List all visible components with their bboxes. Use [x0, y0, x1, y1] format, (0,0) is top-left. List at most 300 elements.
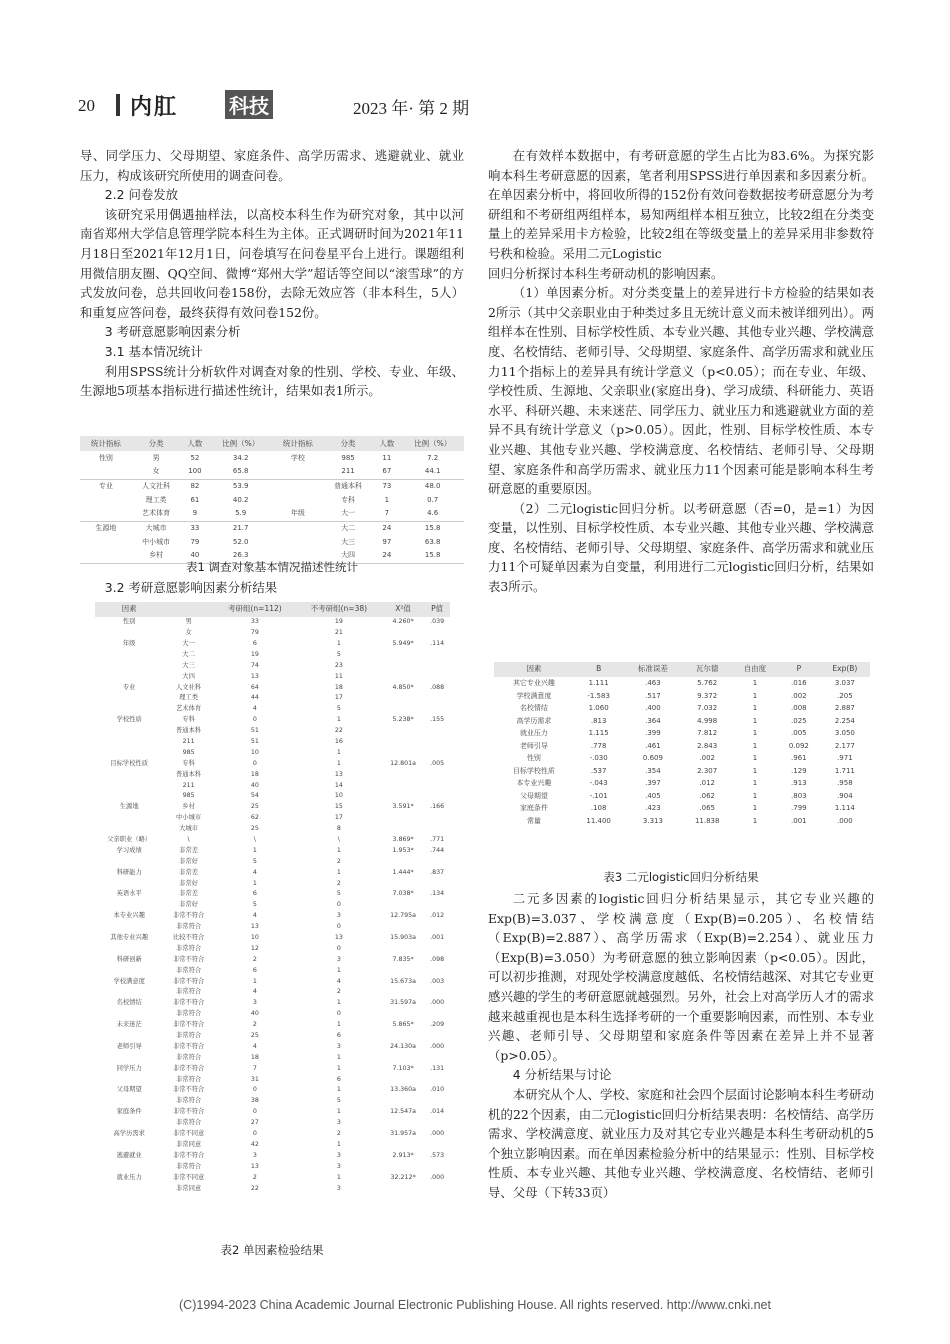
table-cell: 5.762 [697, 679, 718, 687]
table-cell: 非常不符合 [172, 1108, 205, 1116]
table-cell: 大城市 [179, 825, 199, 833]
table-cell: .209 [430, 1021, 445, 1029]
table-cell: 15.673a [390, 977, 417, 985]
table-row [95, 933, 450, 944]
table-row [95, 867, 450, 878]
table-row [95, 759, 450, 770]
table-cell: 74 [250, 661, 259, 669]
table-row [95, 704, 450, 715]
table-cell: 4.6 [427, 509, 439, 518]
table-cell: 非常好 [179, 901, 199, 909]
table-cell: 艺术体育 [175, 705, 202, 713]
table-cell: 2 [336, 988, 341, 996]
table-cell [80, 465, 132, 479]
table-row [80, 479, 464, 493]
table-cell: 1 [336, 1064, 341, 1072]
table-cell: 5 [336, 705, 341, 713]
table-cell: 非常不符合 [172, 1151, 205, 1159]
table-cell: 26.3 [232, 551, 249, 560]
table-row [80, 493, 464, 507]
table-cell [382, 878, 425, 889]
table-cell: 非常不符合 [172, 1064, 205, 1072]
table-cell: 6 [336, 1075, 341, 1083]
table-row [95, 976, 450, 987]
table-cell: .012 [430, 912, 445, 920]
table-cell: .354 [645, 766, 661, 775]
table-cell: .088 [430, 683, 445, 691]
table-cell: 大一 [341, 509, 356, 518]
table-row [95, 1096, 450, 1107]
table-cell: 13 [250, 1162, 259, 1170]
table-cell: 年级 [122, 639, 136, 647]
table-cell [424, 780, 450, 791]
table-cell [424, 1183, 450, 1194]
section-heading: 3 考研意愿影响因素分析 [104, 324, 241, 340]
table-cell: 61 [190, 495, 200, 504]
table-cell: 大四 [341, 551, 356, 560]
copyright-footer: (C)1994-2023 China Academic Journal Electronic Publishing House. All rights reserved. http://www.cnki.net [179, 1298, 771, 1312]
table-cell: 985 [182, 792, 195, 800]
table-cell: 13 [250, 923, 259, 931]
table-cell [382, 737, 425, 748]
table-cell: .014 [430, 1108, 445, 1116]
table3-caption: 表3 二元logistic回归分析结果 [603, 870, 759, 884]
table-cell: 父母期望 [519, 791, 548, 800]
table-row [95, 835, 450, 846]
table-row [95, 857, 450, 868]
table-cell: 31 [250, 1075, 259, 1083]
table-cell [424, 1031, 450, 1042]
table-cell: 名校情结 [519, 704, 548, 712]
table-cell: 51 [250, 737, 259, 745]
table-cell: 生源地 [95, 523, 117, 532]
table-header-cell: 比例（%） [209, 436, 272, 451]
table-cell: .005 [430, 759, 445, 767]
table-cell [382, 1118, 425, 1129]
table-header-cell: 因素 [95, 602, 163, 617]
table-cell: 3.050 [834, 729, 855, 737]
table-cell: 1 [752, 691, 758, 700]
table-cell: 5 [336, 1097, 341, 1105]
table-cell: 0.7 [427, 495, 439, 504]
table-row [95, 1053, 450, 1064]
table-cell: 生源地 [119, 803, 139, 811]
table-cell: 17 [334, 694, 343, 702]
table-cell: 老师引导 [519, 741, 548, 750]
table-cell [272, 535, 324, 549]
table-cell: 0.092 [788, 741, 809, 750]
table-cell: 25 [250, 803, 259, 811]
table-cell: .573 [430, 1151, 445, 1159]
table-cell: 0 [336, 901, 341, 909]
table-cell [272, 479, 324, 493]
table-row [95, 966, 450, 977]
table-cell: 65.8 [232, 467, 249, 476]
table-row [80, 535, 464, 549]
table-cell: 5 [336, 890, 341, 898]
table-row [95, 780, 450, 791]
table-cell: 大二 [341, 523, 356, 532]
table-cell: .166 [430, 803, 445, 811]
table-cell: .016 [791, 679, 807, 687]
table-cell: 非常符合 [175, 923, 202, 931]
table-row [95, 813, 450, 824]
table-cell: 非常符合 [175, 1162, 202, 1170]
table-cell: \ [253, 836, 256, 843]
table-cell [424, 769, 450, 780]
table-cell: 73 [382, 481, 392, 490]
table-cell [95, 661, 163, 672]
table-cell: .000 [430, 1042, 445, 1050]
table-cell: 1 [336, 846, 341, 854]
table-cell: 乡村 [182, 803, 195, 811]
table-cell [382, 824, 425, 835]
table-row [494, 752, 870, 765]
table-cell: 1.115 [588, 729, 609, 737]
table-cell [424, 944, 450, 955]
table-cell: 非常不符合 [172, 1042, 205, 1050]
table-cell [382, 748, 425, 759]
table-row [494, 727, 870, 740]
table-row [95, 661, 450, 672]
table-cell: 4 [336, 977, 341, 985]
table-cell [80, 507, 132, 521]
table-header-cell: Exp(B) [820, 662, 870, 677]
table-row [95, 715, 450, 726]
table-cell [382, 813, 425, 824]
table-cell [95, 1031, 163, 1042]
table-cell: 专科 [182, 759, 195, 767]
table-cell: 1 [336, 966, 341, 974]
table-cell: 1 [336, 1021, 341, 1029]
table-cell: 7.103* [392, 1064, 414, 1072]
table-row [95, 922, 450, 933]
table-cell: 1 [752, 729, 758, 737]
table-cell [382, 791, 425, 802]
section-heading: 4 分析结果与讨论 [512, 1067, 612, 1083]
table-row [95, 987, 450, 998]
table-cell [382, 1053, 425, 1064]
table-cell: 4.850* [392, 683, 414, 691]
table-cell: 31.597a [390, 999, 417, 1007]
table-cell [95, 628, 163, 639]
table-cell: 7.2 [427, 453, 439, 462]
table-cell: 男 [185, 618, 192, 626]
table-cell [424, 704, 450, 715]
table-cell: 中小城市 [175, 814, 202, 822]
table-cell: 非常不符合 [172, 955, 205, 963]
table-cell: 普通本科 [175, 727, 202, 735]
table-cell: 5 [252, 857, 257, 865]
table-cell: 33 [190, 523, 200, 532]
table-cell [424, 748, 450, 759]
table-row [95, 911, 450, 922]
table-cell: .000 [430, 1173, 445, 1181]
table-cell: 7 [384, 509, 390, 518]
journal-logo-part2: 科技 [225, 90, 273, 119]
table-cell: 5.238* [392, 716, 414, 724]
table-cell [95, 966, 163, 977]
table-cell [95, 922, 163, 933]
left-column [80, 146, 464, 401]
table-row [95, 1031, 450, 1042]
table-cell: 4 [252, 912, 257, 920]
table-cell: 高学历需求 [516, 716, 552, 725]
table-row [95, 824, 450, 835]
table-cell [382, 1162, 425, 1173]
table-header-cell: 人数 [372, 436, 401, 451]
table-cell: 1 [752, 791, 758, 800]
table-cell: 44.1 [424, 467, 441, 476]
table-cell [272, 521, 324, 535]
table-cell: 18 [250, 770, 259, 778]
table-cell: 8 [336, 825, 341, 833]
table2-caption: 表2 单因素检验结果 [220, 1243, 324, 1257]
table-cell: 英语水平 [116, 890, 142, 898]
table-cell: 1 [336, 999, 341, 1007]
table-cell [382, 726, 425, 737]
table-cell: 211 [182, 781, 195, 789]
table-cell: 11 [334, 672, 343, 680]
table-cell: 1 [336, 1108, 341, 1116]
table-cell: 1 [752, 804, 758, 812]
table-cell: 艺术体育 [142, 509, 171, 518]
table-cell: 科研能力 [116, 868, 142, 876]
table-cell: .803 [791, 791, 807, 800]
table-cell: 64 [250, 683, 259, 691]
table-cell [382, 1096, 425, 1107]
table-cell: 19 [250, 650, 259, 658]
table-cell [95, 791, 163, 802]
table-cell: 22 [334, 727, 343, 735]
table-cell [424, 1074, 450, 1085]
table-cell: 6 [252, 966, 257, 974]
table-cell: 目标学校性质 [110, 759, 149, 767]
table-row [95, 1151, 450, 1162]
table-cell: 非常不符合 [172, 999, 205, 1007]
table-row [494, 715, 870, 728]
table-cell: 1 [336, 1086, 341, 1094]
table-cell: 4 [252, 988, 257, 996]
table-cell: .000 [430, 1130, 445, 1138]
table-cell [382, 628, 425, 639]
table-cell [95, 857, 163, 868]
table-cell: 6 [252, 639, 257, 647]
table-cell: 非常差 [179, 846, 199, 854]
table-cell [80, 493, 132, 507]
table-row [95, 1162, 450, 1173]
table-cell: 4.260* [392, 618, 414, 626]
table-cell: 年级 [290, 509, 305, 518]
table-cell: 6 [336, 1032, 341, 1040]
table-cell: 性别 [122, 618, 136, 626]
table-cell: 理工类 [145, 495, 167, 504]
table-cell: 0 [252, 716, 257, 724]
table-row [494, 690, 870, 703]
table-cell: 1 [752, 741, 758, 750]
paragraph: 二元多因素的logistic回归分析结果显示，其它专业兴趣的Exp(B)=3.037、学校满意度（Exp(B)=0.205）、名校情结（Exp(B)=2.887）、高学历需求（Exp(B)=2.254）、就业压力（Exp(B)=3.050）为考研意愿的独立影响因素（p<0.05）。因此，可以初步推测，对现处学校满意度越低、名校情结越深、对其它专业更感兴趣的学生的考研意愿就越强烈。另外，社会上对高学历人才的需求越来越重视也是本科生选择考研的一个重要影响因素，而性别、本专业兴趣、老师引导、父母期望和家庭条件等因素在差异上并不显著（p>0.05）。 [488, 891, 874, 1063]
table-cell: 1 [252, 977, 257, 985]
section-heading: 3.2 考研意愿影响因素分析结果 [104, 580, 278, 595]
table-cell: 1.114 [834, 804, 855, 812]
table-cell: 211 [182, 737, 195, 745]
table-cell [272, 465, 324, 479]
table-cell: 专科 [182, 716, 195, 724]
table-cell [424, 1053, 450, 1064]
table-header-cell: 标准误差 [623, 662, 682, 677]
table-cell: 6 [252, 890, 257, 898]
table-cell: 11 [382, 453, 392, 462]
table-cell [424, 1162, 450, 1173]
paragraph: 导、同学压力、父母期望、家庭条件、高学历需求、逃避就业、就业压力，构成该研究所使用的调查问卷。 [80, 148, 464, 183]
table-cell: 12.801a [390, 759, 417, 767]
paragraph: 该研究采用偶遇抽样法，以高校本科生作为研究对象，其中以河南省郑州大学信息管理学院本科生为主体。正式调研时间为2021年11月18日至2021年12月1日，问卷填写在问卷星平台上进行。课题组利用微信朋友圈、QQ空间、微博“郑州大学”超话等空间以“滚雪球”的方式发放问卷，总共回收问卷158份，去除无效应答（非本科生，5人）和重复应答问卷，最终获得有效问卷152份。 [80, 206, 464, 320]
table-3 [494, 662, 870, 827]
table-cell: 19 [334, 618, 343, 626]
table-cell: .205 [837, 691, 853, 700]
table-cell: 3 [336, 1184, 341, 1192]
table-cell [382, 1031, 425, 1042]
table-cell: 3 [336, 912, 341, 920]
table-cell [382, 650, 425, 661]
table-cell: 52 [190, 453, 200, 462]
table-cell [424, 1118, 450, 1129]
table-cell: .114 [430, 639, 445, 647]
table-cell [95, 650, 163, 661]
table-cell: .134 [430, 890, 445, 898]
table-cell: 1.111 [588, 679, 609, 687]
table-cell: 100 [188, 467, 202, 476]
table-row [95, 1129, 450, 1140]
table2-wrap [95, 602, 450, 1194]
table-cell [382, 922, 425, 933]
table-cell: 专业 [122, 683, 136, 691]
table-cell: 53.9 [232, 481, 249, 490]
table-cell: 3 [252, 1151, 257, 1159]
right-column-bottom [488, 889, 874, 1203]
table-cell: 33 [250, 618, 259, 626]
table-cell: 就业压力 [116, 1173, 142, 1181]
table-cell: 3 [336, 1042, 341, 1050]
table-cell [95, 1096, 163, 1107]
table-cell [382, 693, 425, 704]
table-2 [95, 602, 450, 1194]
table-row [95, 748, 450, 759]
table-row [95, 671, 450, 682]
table-cell: 2.254 [834, 716, 855, 725]
table-cell: .778 [590, 741, 607, 750]
table-cell: 中小城市 [142, 537, 171, 546]
table-cell: 1 [752, 679, 758, 687]
table-cell: 普通本科 [334, 481, 363, 490]
table-cell: .005 [791, 729, 807, 737]
table-cell: .958 [837, 779, 853, 787]
table-cell: 25 [250, 1032, 259, 1040]
table-cell: 1 [252, 846, 257, 854]
table-cell [95, 1053, 163, 1064]
table-cell: 大二 [182, 650, 195, 658]
table-cell: 学校满意度 [516, 691, 552, 700]
table-cell [95, 878, 163, 889]
table-cell [382, 780, 425, 791]
table-cell: .461 [645, 741, 661, 750]
table-cell: -.030 [589, 754, 608, 762]
table-cell: 10 [250, 934, 259, 942]
table-cell: 科研创新 [116, 955, 142, 963]
table-cell: 非常符合 [175, 1119, 202, 1127]
table-cell: .129 [791, 766, 807, 775]
table-cell: 高学历需求 [113, 1130, 145, 1138]
table-cell: .001 [430, 934, 445, 942]
table-cell: 目标学校性质 [512, 766, 555, 775]
table-cell [95, 737, 163, 748]
table-cell: .025 [791, 716, 807, 725]
table-cell [424, 791, 450, 802]
table-cell [95, 769, 163, 780]
issue-label: 2023 年· 第 2 期 [353, 99, 470, 118]
table-cell: 2.887 [834, 704, 855, 712]
table-row [494, 677, 870, 690]
table-cell [95, 987, 163, 998]
table-row [95, 889, 450, 900]
table-cell: 2.913* [392, 1151, 414, 1159]
table-cell [382, 1183, 425, 1194]
table-cell [382, 1074, 425, 1085]
table-cell: 专业 [98, 481, 113, 490]
table-row [95, 1118, 450, 1129]
table1-caption: 表1 调查对象基本情况描述性统计 [186, 560, 358, 574]
table-cell: 名校情结 [116, 999, 142, 1007]
table-header-cell: 分类 [132, 436, 181, 451]
table-cell: .837 [430, 868, 445, 876]
table-cell: 2 [252, 955, 257, 963]
table-cell: 非常不符合 [172, 1086, 205, 1094]
table-cell: 男 [152, 453, 160, 462]
table-cell: 逃避就业 [116, 1151, 142, 1159]
table-cell: 非常不符合 [172, 977, 205, 985]
table-cell: 非常好 [179, 857, 199, 865]
table-cell: 15.8 [424, 551, 441, 560]
table-row [494, 790, 870, 803]
table-cell: 40 [250, 1010, 259, 1018]
table-cell: .405 [645, 791, 661, 800]
table-cell: 16 [334, 737, 343, 745]
table-cell: 31.957a [390, 1130, 417, 1138]
table-cell: 13 [250, 672, 259, 680]
table-row [494, 777, 870, 790]
table-cell: 家庭条件 [116, 1108, 142, 1116]
table-cell: .098 [430, 955, 445, 963]
table-row [95, 944, 450, 955]
table-cell: 1 [336, 868, 341, 876]
table-cell: 0 [336, 923, 341, 931]
table-cell: 4 [252, 868, 257, 876]
table-cell [382, 900, 425, 911]
table-cell: 25 [250, 825, 259, 833]
table-cell [382, 987, 425, 998]
table-cell: .961 [791, 754, 807, 762]
table-cell: 22 [250, 1184, 259, 1192]
section-heading: 3.1 基本情况统计 [104, 343, 203, 359]
table-cell: 3 [336, 1162, 341, 1170]
table-cell: 34.2 [232, 453, 249, 462]
table-cell: 10 [334, 792, 343, 800]
table-cell: 985 [341, 453, 355, 462]
table-cell: 13 [334, 770, 343, 778]
table-cell: 40 [190, 551, 200, 560]
table-cell: 学校 [290, 453, 305, 462]
table-cell [95, 1140, 163, 1151]
